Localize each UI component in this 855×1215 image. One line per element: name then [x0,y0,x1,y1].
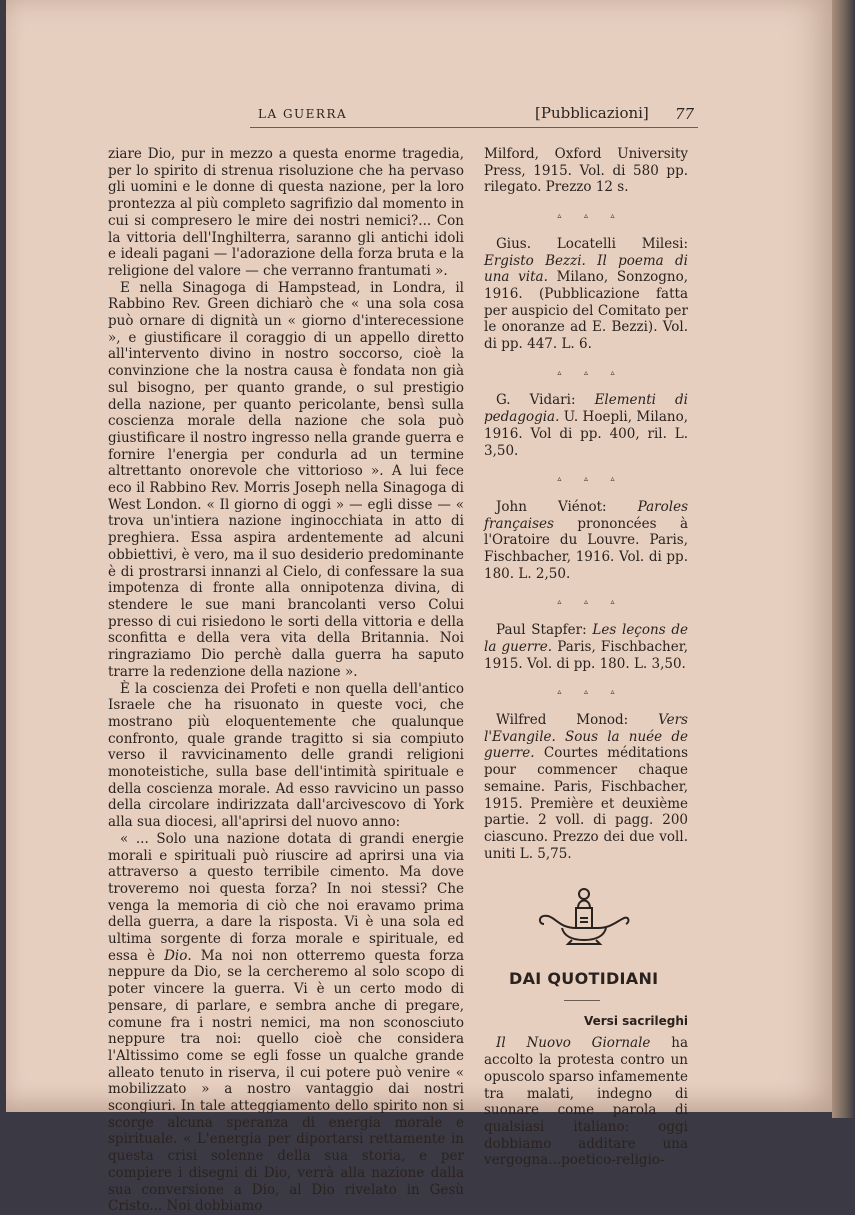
article-text [484,1035,688,1169]
quotation-text: . Ma noi non otterremo questa forza neppure da Dio, se la cercheremo al solo scopo di poter vincere la guerra. Vi è un certo modo di pensare, di parlare, e sembra anche di pregare, comune fra i nostri nemici, ma non sconosciuto neppure tra noi: quello cioè che considera l'Altissimo come se egli fosse un qualche grande alleato tenuto in riserva, il cui potere può venire « mobilizzato » a nostro vantaggio dai nostri scongiuri. In tale atteggiamento dello spirito non si scorge alcuna speranza di energia morale e spirituale. « L'energia per diportarsi rettamente in questa crisi solenne della sua storia, e per compiere i disegni di Dio, verrà alla nazione dalla sua conversione a Dio, al Dio rivelato in Gesù Cristo... Noi dobbiamo [108,947,465,1215]
entry-details: Courtes méditations pour commencer chaque semaine. Paris, Fischbacher, 1915. Première et deuxième partie. 2 voll. di pagg. 200 ciascuno. Prezzo dei due voll. uniti L. 5,75. [484,745,688,862]
entry-details: Milano, Sonzogno, 1916. (Pubblicazione fatta per auspicio del Comitato per le onoranze ad E. Bezzi). Vol. di pp. 447. L. 6. [484,269,688,353]
section-heading: DAI QUOTIDIANI [509,969,659,989]
quotation [108,831,464,1215]
entry-details: prononcées à l'Oratoire du Louvre. Paris, Fischbacher, 1916. Vol. di pp. 180. L. 2,50. [484,515,688,582]
entry-details: Paris, Fischbacher, 1915. Vol. di pp. 180. L. 3,50. [484,638,688,672]
newspaper-name: Il Nuovo Giornale [496,1035,651,1052]
bibliography-entry [484,392,688,459]
quotation-emphasis: Dio [164,947,188,964]
bibliography-entry [484,712,688,862]
triangle-separator-icon: ▵ ▵ ▵ [557,474,625,484]
oil-lamp-ornament-icon [536,884,632,946]
paragraph: E nella Sinagoga di Hampstead, in Londra, il Rabbino Rev. Green dichiarò che « una sola cosa può ornare di dignità un « giorno d'interecessione », e giustificare il coraggio di un appello diretto all'intervento divino in nostro soccorso, cioè la convinzione che la nostra causa è fondata non già sul bisogno, per quanto grande, o sul prestigio della nazione, per quanto pericolante, bensì sulla coscienza morale della nazione che sola può giustificare il nostro ingresso nella grande guerra e fornire l'energia per condurla ad un termine altrettanto onorevole che vittorioso ». A lui fece eco il Rabbino Rev. Morris Joseph nella Sinagoga di West London. « Il giorno di oggi » — egli disse — « trova un'intiera nazione inginocchiata in atto di preghiera. Essa aspira ardentemente ad alcuni obbiettivi, è vero, ma il suo desiderio predominante è di prostrarsi innanzi al Cielo, di confessare la sua impotenza di fronte alla onnipotenza divina, di stendere le sue mani brancolanti verso Colui presso di cui risiedono le sorti della vittoria e della sconfitta e della vera vita della Britannia. Noi ringraziamo Dio perchè dalla guerra ha saputo trarre la redenzione della nazione ». [108,279,464,680]
entry-title: Les leçons de la guerre. [484,622,688,655]
entry-title: Vers l'Evangile. Sous la nuée de guerre. [484,711,688,762]
page-edge [832,0,855,1118]
running-title: LA GUERRA [258,107,348,121]
bibliography-entry [484,622,688,672]
subsection-heading: Versi sacrileghi [583,1013,688,1028]
paragraph: ziare Dio, pur in mezzo a questa enorme tragedia, per lo spirito di strenua risoluzione che ha pervaso gli uomini e le donne di questa nazione, per la loro prontezza al più completo sagrifizio dal momento in cui si compresero le mire dei nostri nemici?... Con la vittoria dell'Inghilterra, saranno gli antichi idoli e ideali pagani — l'adorazione della forza bruta e la religione del valore — che verranno frantumati ». [108,146,464,279]
heading-rule [564,1000,600,1001]
entry-title: Ergisto Bezzi. Il poema di una vita. [484,252,688,286]
entry-author: Paul Stapfer: [496,622,593,639]
bibliography-entry [484,146,688,196]
bibliography-entry [484,236,688,353]
quotation-text: « ... Solo una nazione dotata di grandi energie morali e spirituali può riuscire ad aprirsi una via attraverso a questo terribile cimento. Ma dove troveremo noi questa forza? In noi stessi? Che venga la memoria di ciò che noi eravamo prima della guerra, a dare la risposta. Vi è una sola ed ultima sorgente di forza morale e spirituale, ed essa è [108,830,464,964]
entry-author: Gius. Locatelli Milesi: [496,235,688,252]
entry-author: John Viénot: [496,498,638,515]
triangle-separator-icon: ▵ ▵ ▵ [557,211,625,221]
entry-details: U. Hoepli, Milano, 1916. Vol di pp. 400, ril. L. 3,50. [484,409,688,459]
right-column [484,146,688,1169]
triangle-separator-icon: ▵ ▵ ▵ [557,367,625,377]
entry-author: Wilfred Monod: [496,711,659,728]
bibliography-entry [484,499,688,583]
entry-title: Elementi di pedagogia. [484,392,688,426]
left-column [108,146,464,1215]
section-label: [Pubblicazioni] [535,104,649,122]
triangle-separator-icon: ▵ ▵ ▵ [557,597,625,607]
page-number: 77 [675,105,695,123]
entry-author: G. Vidari: [496,392,595,409]
entry-title: Paroles françaises [484,498,688,532]
article-body: ha accolto la protesta contro un opuscolo sparso infamemente tra malati, indegno di suonare come parola di qualsiasi italiano: oggi dobbiamo additare una vergogna...poetico-religio- [484,1035,688,1169]
header-rule [250,127,698,128]
running-header [250,103,700,127]
triangle-separator-icon: ▵ ▵ ▵ [557,687,625,697]
entry-text: Milford, Oxford University Press, 1915. Vol. di 580 pp. rilegato. Prezzo 12 s. [484,146,688,196]
paragraph: È la coscienza dei Profeti e non quella dell'antico Israele che ha risuonato in queste voci, che mostrano più eloquentemente che qualunque confronto, quale grande tragitto si sia compiuto verso il ravvicinamento delle grandi religioni monoteistiche, sulla base dell'intimità spirituale e della coscienza morale. Ad esso ravvicino un passo della circolare indirizzata dall'arcivescovo di York alla sua diocesi, all'aprirsi del nuovo anno: [108,680,464,831]
